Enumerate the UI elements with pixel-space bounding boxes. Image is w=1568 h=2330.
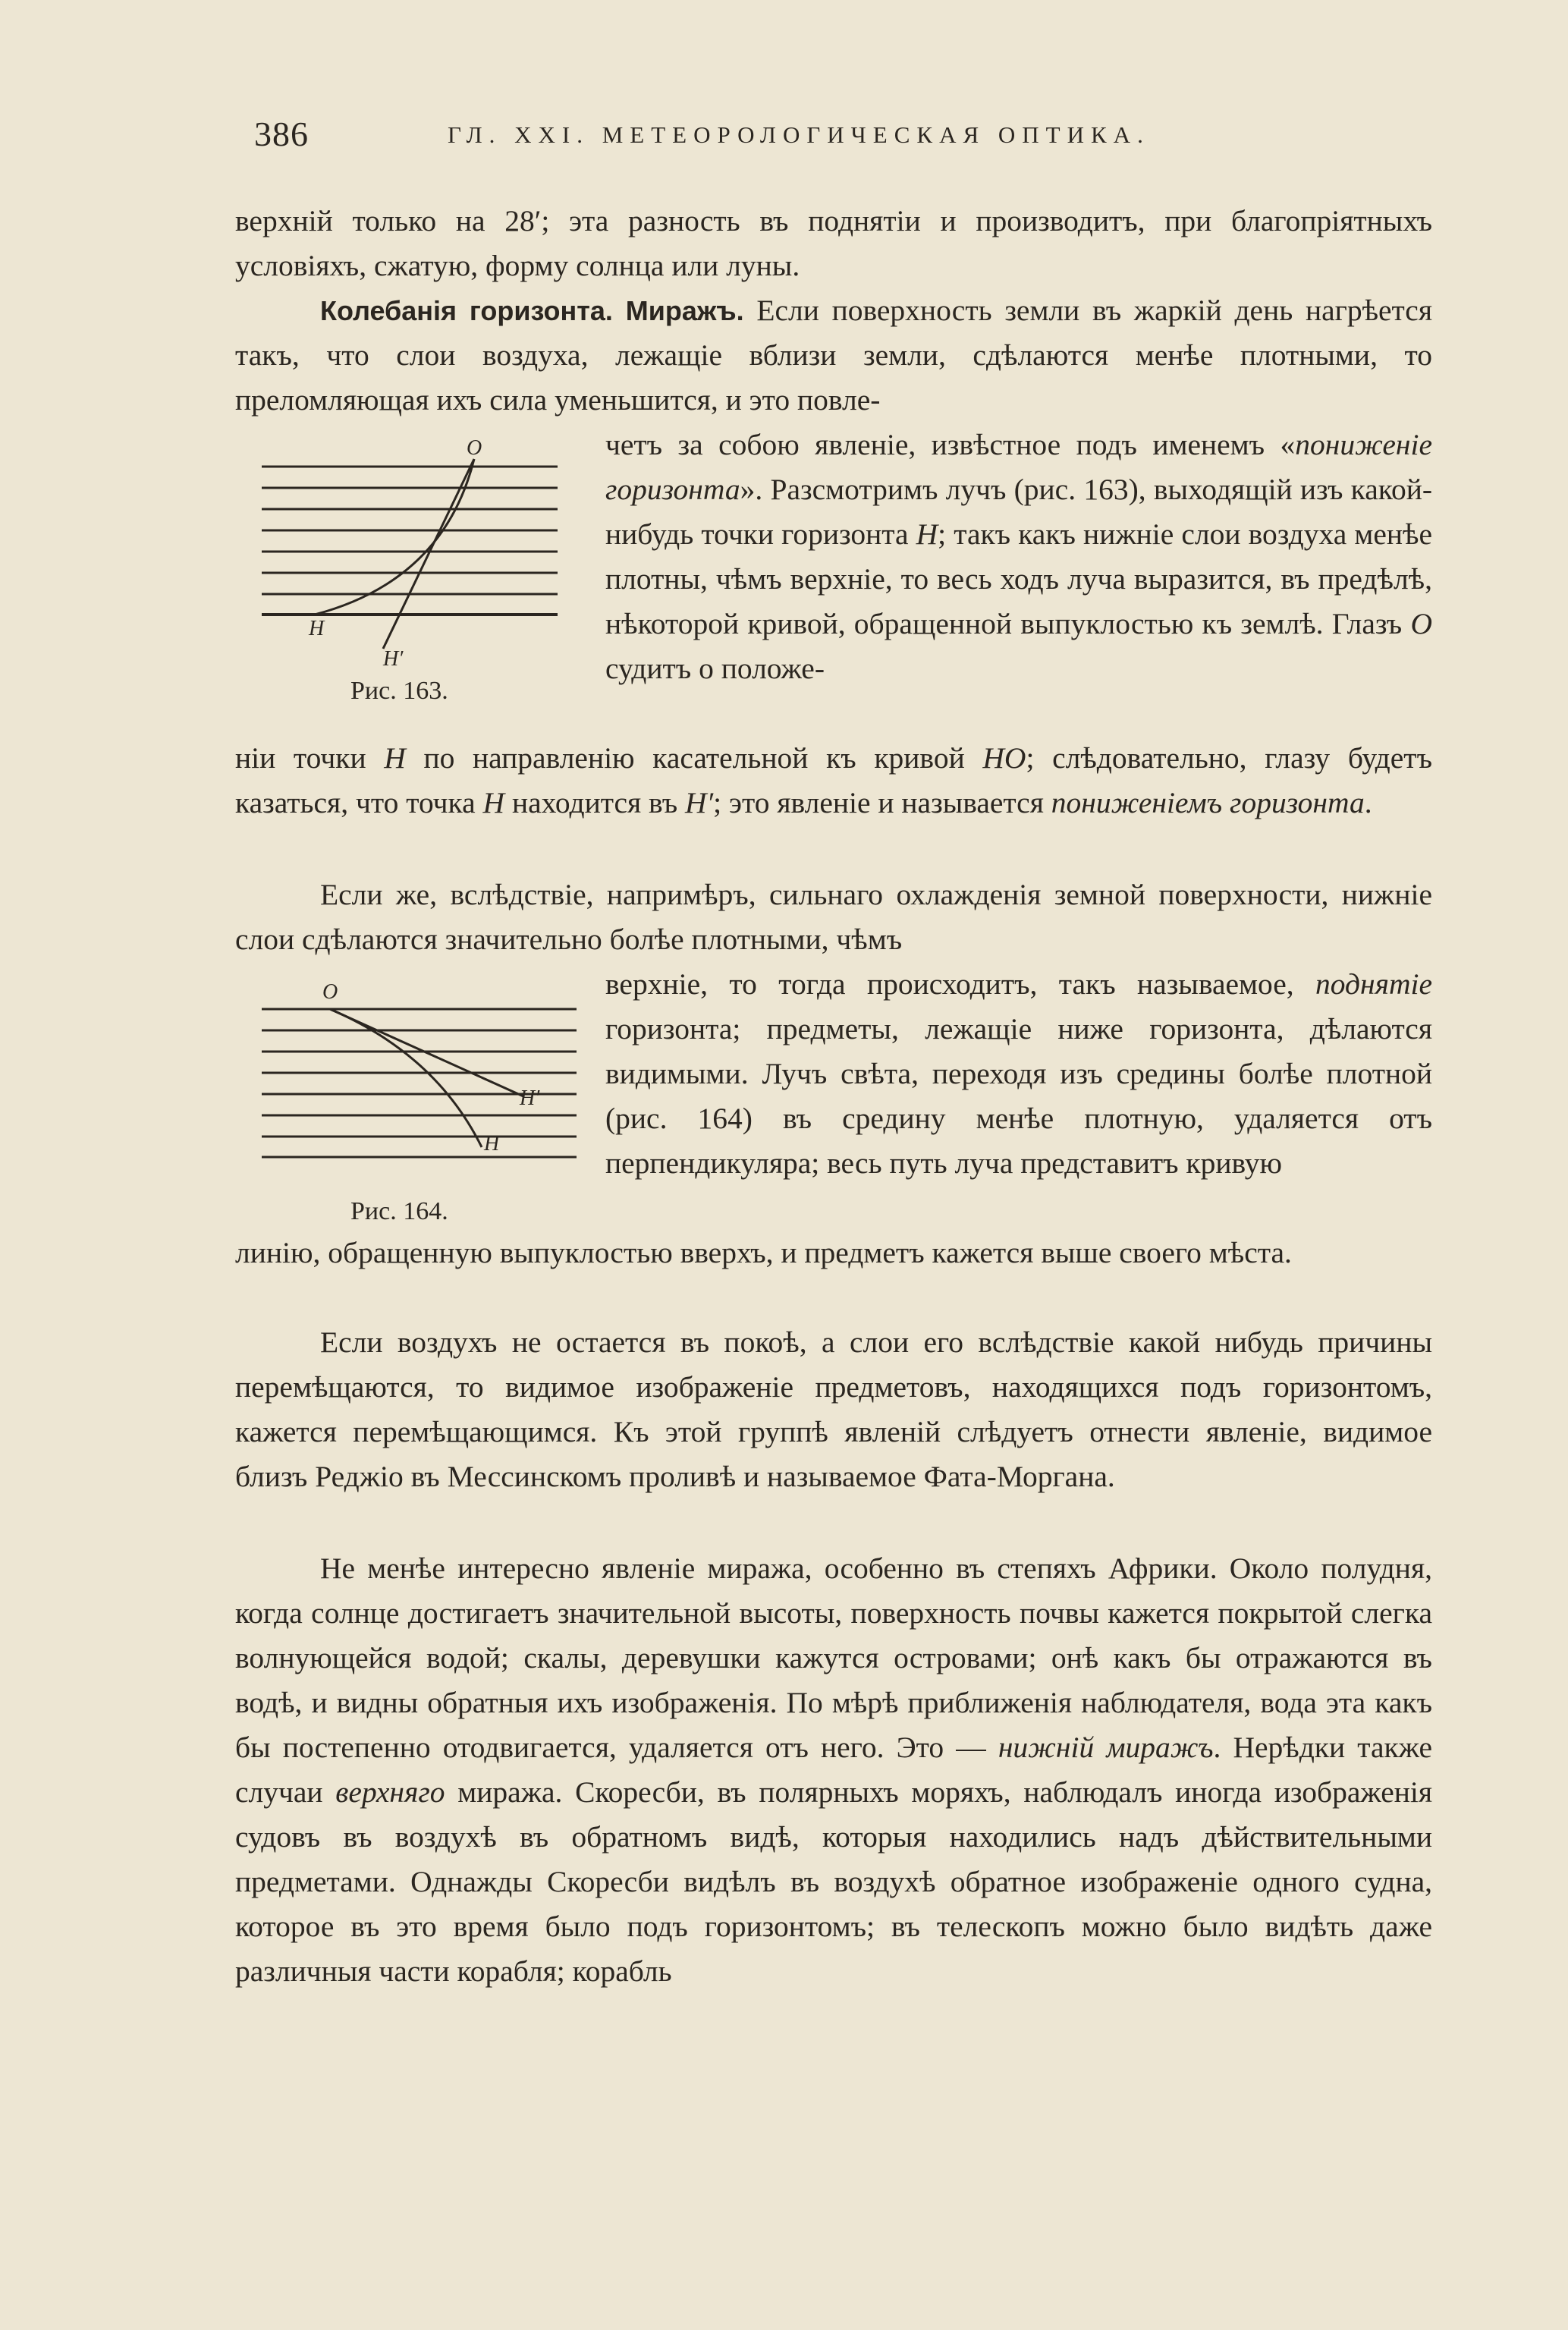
text-run: верхніе, то тогда происходитъ, такъ называемое, xyxy=(605,967,1316,1001)
figure-164-diagram xyxy=(254,986,588,1168)
text-run: ; такъ какъ нижніе слои воздуха менѣе плотны, чѣмъ верхніе, то весь ходъ луча выразится, въ предѣлѣ, нѣкоторой кривой, обращенной выпуклостью къ землѣ. Глазъ xyxy=(605,517,1432,640)
figure-163 xyxy=(254,436,573,679)
paragraph-5 xyxy=(235,1546,1432,1994)
paragraph-2-beside-figure xyxy=(605,423,1432,691)
figure-164 xyxy=(254,980,588,1168)
symbol-o: O xyxy=(1410,607,1432,640)
text-run: судитъ о положе- xyxy=(605,652,825,685)
emphasis-term: верхняго xyxy=(335,1775,445,1809)
paragraph-3-beside-figure xyxy=(605,962,1432,1186)
running-head: ГЛ. XXI. МЕТЕОРОЛОГИЧЕСКАЯ ОПТИКА. xyxy=(448,121,1150,148)
label-o: O xyxy=(467,436,482,460)
label-h: H xyxy=(309,617,325,640)
text-run: горизонта; предметы, лежащіе ниже горизонта, дѣлаются видимыми. Лучъ свѣта, переходя изъ средины болѣе плотной (рис. 164) въ средину менѣе плотную, удаляется отъ перпендикуляра; весь путь луча представитъ кривую xyxy=(605,1012,1432,1180)
paragraph-3-lead: Если же, вслѣдствіе, напримѣръ, сильнаго охлажденія земной поверхности, нижніе слои сдѣлаются значительно болѣе плотными, чѣмъ xyxy=(235,878,1432,956)
paragraph-2-tail xyxy=(235,736,1432,825)
paragraph-3-tail: линію, обращенную выпуклостью вверхъ, и предметъ кажется выше своего мѣста. xyxy=(235,1236,1292,1269)
text-run: находится въ xyxy=(504,786,685,819)
label-h: H xyxy=(484,1132,500,1156)
section-heading: Колебанія горизонта. Миражъ. xyxy=(320,295,744,326)
symbol-ho: HO xyxy=(982,741,1026,775)
paragraph-2-lead xyxy=(235,288,1432,423)
text-run: . xyxy=(1364,786,1372,819)
text-run: ніи точки xyxy=(235,741,385,775)
emphasis-term: пониженіе горизонта xyxy=(605,428,1432,506)
emphasis-term: нижній миражъ xyxy=(998,1731,1214,1764)
emphasis-term: пониженіемъ горизонта xyxy=(1051,786,1365,819)
text-run: четъ за собою явленіе, извѣстное подъ именемъ « xyxy=(605,428,1296,461)
figure-163-diagram xyxy=(254,444,573,679)
text-run: миража. Скоресби, въ полярныхъ моряхъ, наблюдалъ иногда изображенія судовъ въ воздухѣ въ обратномъ видѣ, которыя находились надъ дѣйствительными предметами. Однажды Скоресби видѣлъ въ воздухѣ обратное изображеніе одного судна, которое въ это время было подъ горизонтомъ; въ телескопъ можно было видѣть даже различныя части корабля; корабль xyxy=(235,1775,1433,1988)
paragraph-2-lead-text: Если поверхность земли въ жаркій день нагрѣется такъ, что слои воздуха, лежащіе вблизи земли, сдѣлаются менѣе плотными, то преломляющая ихъ сила уменьшится, и это повле- xyxy=(235,294,1432,417)
text-run: по направленію касательной къ кривой xyxy=(405,741,983,775)
paragraph-1: верхній только на 28′; эта разность въ поднятіи и производитъ, при благопріятныхъ условіяхъ, сжатую, форму солнца или луны. xyxy=(235,204,1432,282)
text-run: Не менѣе интересно явленіе миража, особенно въ степяхъ Африки. Около полудня, когда солнце достигаетъ значительной высоты, поверхность почвы кажется покрытой слегка волнующейся водой; скалы, деревушки кажутся островами; онѣ какъ бы отражаются въ водѣ, и видны обратныя ихъ изображенія. По мѣрѣ приближенія наблюдателя, вода эта какъ бы постепенно отодвигается, удаляется отъ него. Это — xyxy=(235,1552,1432,1764)
symbol-h: H xyxy=(916,517,938,551)
text-run: ; это явленіе и называется xyxy=(713,786,1051,819)
air-layers xyxy=(262,1009,577,1157)
text-run: . Нерѣдки также случаи xyxy=(235,1731,1432,1809)
label-h-prime: H′ xyxy=(383,647,404,671)
figure-163-caption: Рис. 163. xyxy=(350,677,448,705)
text-run: ». Разсмотримъ лучъ (рис. 163), выходящій изъ какой-нибудь точки горизонта xyxy=(605,473,1432,551)
label-o: O xyxy=(322,980,338,1004)
symbol-h: H xyxy=(384,741,406,775)
paragraph-4: Если воздухъ не остается въ покоѣ, а слои его вслѣдствіе какой нибудь причины перемѣщаются, то видимое изображеніе предметовъ, находящихся подъ горизонтомъ, кажется перемѣщающимся. Къ этой группѣ явленій слѣдуетъ отнести явленіе, видимое близъ Реджіо въ Мессинскомъ проливѣ и называемое Фата-Моргана. xyxy=(235,1325,1432,1493)
emphasis-term: поднятіе xyxy=(1315,967,1432,1001)
symbol-h-prime: H′ xyxy=(685,786,714,819)
symbol-h: H xyxy=(482,786,505,819)
page-number: 386 xyxy=(254,115,309,153)
label-h-prime: H′ xyxy=(520,1086,540,1110)
text-run: ; слѣдовательно, глазу будетъ казаться, что точка xyxy=(235,741,1432,819)
figure-164-caption: Рис. 164. xyxy=(350,1197,448,1225)
light-ray-curve xyxy=(315,459,474,615)
